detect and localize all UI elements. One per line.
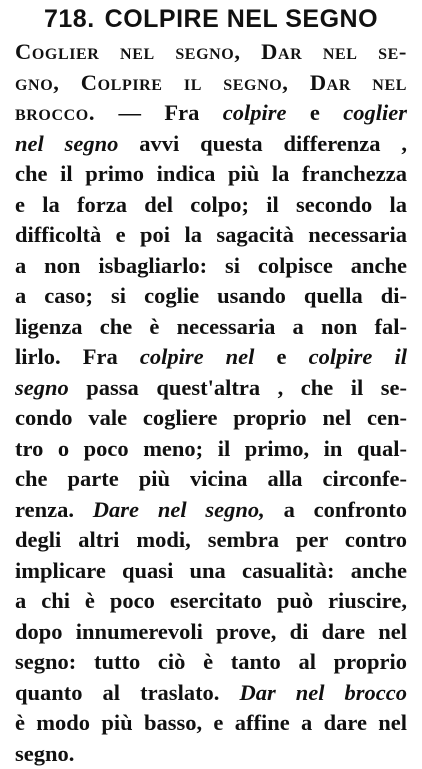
text-segment: lirlo. Fra xyxy=(15,344,140,369)
text-line xyxy=(15,586,407,617)
text-segment: a confronto xyxy=(265,497,407,522)
text-line xyxy=(15,220,407,251)
headword-synonyms: brocco. xyxy=(15,100,95,125)
text-line xyxy=(15,312,407,343)
text-segment: che il primo indica più la franchezza xyxy=(15,161,407,186)
text-line xyxy=(15,556,407,587)
text-segment: a chi è poco esercitato può riuscire, xyxy=(15,588,407,613)
italic-term: nel segno xyxy=(15,131,118,156)
entry-title: COLPIRE NEL SEGNO xyxy=(105,5,378,33)
text-segment: tro o poco meno; il primo, in qual- xyxy=(15,436,407,461)
text-line xyxy=(15,678,407,709)
text-segment: passa quest'altra , che il se- xyxy=(69,375,407,400)
italic-term: colpire il xyxy=(309,344,407,369)
text-line xyxy=(15,647,407,678)
text-segment: renza. xyxy=(15,497,93,522)
text-line xyxy=(15,342,407,373)
italic-term: segno xyxy=(15,375,69,400)
text-segment: ligenza che è necessaria a non fal- xyxy=(15,314,407,339)
text-line xyxy=(15,281,407,312)
text-line xyxy=(15,373,407,404)
text-line xyxy=(15,98,407,129)
entry-number: 718. xyxy=(44,5,95,33)
text-segment: è modo più basso, e affine a dare nel xyxy=(15,710,407,735)
text-line xyxy=(15,129,407,160)
text-segment: e xyxy=(254,344,308,369)
text-segment: avvi questa differenza , xyxy=(118,131,407,156)
text-segment: degli altri modi, sembra per contro xyxy=(15,527,407,552)
text-segment: a non isbagliarlo: si colpisce anche xyxy=(15,253,407,278)
text-line xyxy=(15,739,407,769)
text-segment: che parte più vicina alla circonfe- xyxy=(15,466,407,491)
text-segment: a caso; si coglie usando quella di- xyxy=(15,283,407,308)
text-line xyxy=(15,159,407,190)
text-line xyxy=(15,434,407,465)
italic-term: colpire nel xyxy=(140,344,255,369)
text-line xyxy=(15,190,407,221)
text-segment: segno: tutto ciò è tanto al proprio xyxy=(15,649,407,674)
text-line xyxy=(15,464,407,495)
text-segment: dopo innumerevoli prove, di dare nel xyxy=(15,619,407,644)
text-segment: e xyxy=(286,100,343,125)
text-segment: e la forza del colpo; il secondo la xyxy=(15,192,407,217)
text-segment: condo vale cogliere proprio nel cen- xyxy=(15,405,407,430)
text-line xyxy=(15,708,407,739)
text-line xyxy=(15,251,407,282)
text-line xyxy=(15,403,407,434)
text-segment: difficoltà e poi la sagacità necessaria xyxy=(15,222,407,247)
entry-body xyxy=(15,37,407,769)
text-segment: — Fra xyxy=(95,100,223,125)
text-segment: segno. xyxy=(15,741,74,766)
text-line xyxy=(15,525,407,556)
italic-term: colpire xyxy=(223,100,287,125)
text-line xyxy=(15,617,407,648)
text-segment: quanto al traslato. xyxy=(15,680,239,705)
italic-term: coglier xyxy=(343,100,407,125)
text-segment: implicare quasi una casualità: anche xyxy=(15,558,407,583)
entry-heading xyxy=(0,4,422,34)
italic-term: Dare nel segno, xyxy=(93,497,265,522)
text-line xyxy=(15,495,407,526)
text-line xyxy=(15,37,407,68)
italic-term: Dar nel brocco xyxy=(239,680,407,705)
headword-synonyms: Coglier nel segno, Dar nel se- xyxy=(15,39,407,64)
text-line xyxy=(15,68,407,99)
headword-synonyms: gno, Colpire il segno, Dar nel xyxy=(15,70,407,95)
